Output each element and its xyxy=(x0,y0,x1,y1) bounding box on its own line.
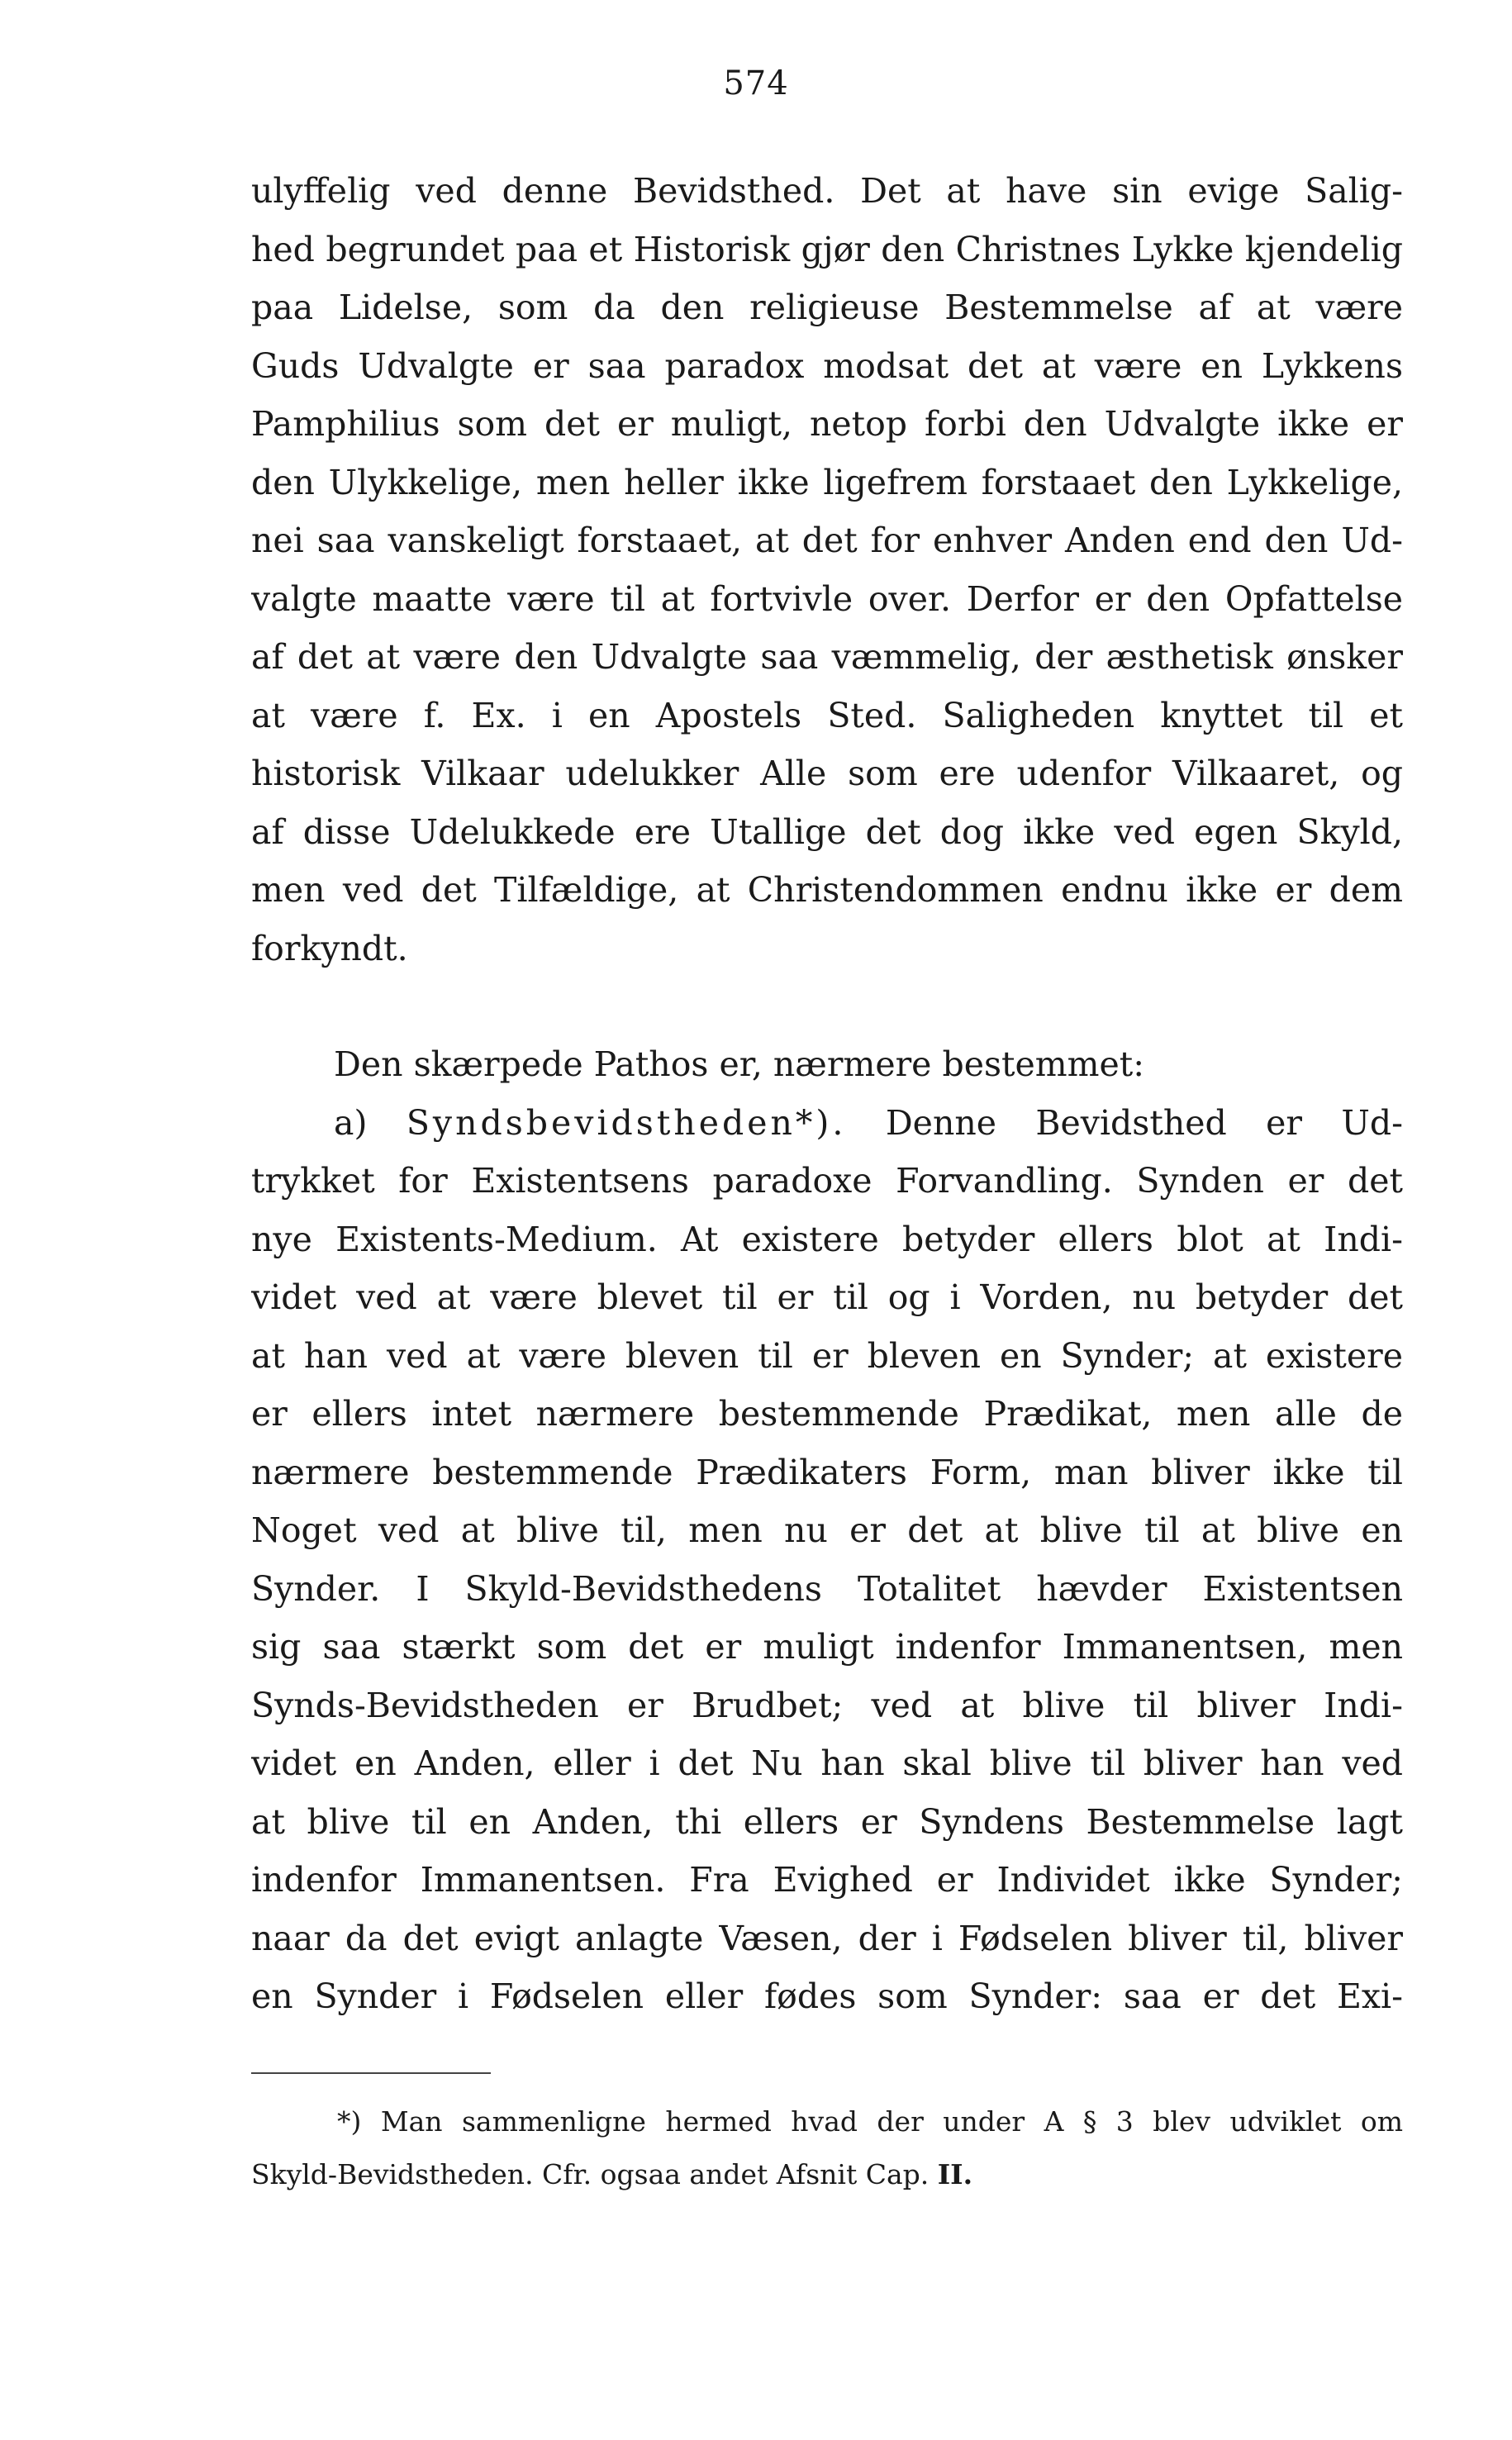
text-line: men ved det Tilfældige, at Christendommen endnu ikke er dem xyxy=(251,870,1403,910)
text-line: Noget ved at blive til, men nu er det at blive til at blive en xyxy=(251,1510,1403,1550)
body-text xyxy=(251,162,1403,2026)
text-line: videt ved at være blevet til er til og i Vorden, nu betyder det xyxy=(251,1277,1403,1317)
footnote-text: Man sammenligne hermed hvad der under A § 3 blev udviklet om xyxy=(380,2105,1403,2138)
text-line: indenfor Immanentsen. Fra Evighed er Individet ikke Synder; xyxy=(251,1860,1403,1900)
text-line: naar da det evigt anlagte Væsen, der i Fødselen bliver til, bliver xyxy=(251,1918,1403,1958)
footnote-divider xyxy=(251,2072,491,2074)
text-line: nei saa vanskeligt forstaaet, at det for enhver Anden end den Ud- xyxy=(251,521,1403,560)
paragraph-gap xyxy=(251,977,1403,1035)
footnote xyxy=(251,2095,1403,2201)
text-line: den Ulykkelige, men heller ikke ligefrem forstaaet den Lykkelige, xyxy=(251,462,1403,502)
footnote-text: Skyld-Bevidstheden. Cfr. ogsaa andet Afsnit Cap. xyxy=(251,2158,930,2190)
footnote-line xyxy=(251,2095,1403,2148)
text-line: trykket for Existentsens paradoxe Forvandling. Synden er det xyxy=(251,1161,1403,1201)
text-line: ulyffelig ved denne Bevidsthed. Det at have sin evige Salig- xyxy=(251,171,1403,211)
text-line: af disse Udelukkede ere Utallige det dog ikke ved egen Skyld, xyxy=(251,811,1403,852)
text-line: forkyndt. xyxy=(251,928,408,968)
footnote-line xyxy=(251,2148,1403,2201)
text-line: videt en Anden, eller i det Nu han skal blive til bliver han ved xyxy=(251,1743,1403,1783)
text-line: valgte maatte være til at fortvivle over. Derfor er den Opfattelse xyxy=(251,578,1403,619)
text-line: at blive til en Anden, thi ellers er Syndens Bestemmelse lagt xyxy=(251,1801,1403,1842)
section-a-first-line-text: Denne Bevidsthed er Ud- xyxy=(885,1102,1403,1143)
footnote-marker: *) xyxy=(337,2105,362,2138)
text-line: sig saa stærkt som det er muligt indenfor Immanentsen, men xyxy=(251,1627,1403,1667)
page-number: 574 xyxy=(723,64,789,102)
text-line: at han ved at være bleven til er bleven en Synder; at existere xyxy=(251,1335,1403,1376)
text-line: Pamphilius som det er muligt, netop forbi den Udvalgte ikke er xyxy=(251,404,1403,444)
text-line: nærmere bestemmende Prædikaters Form, man bliver ikke til xyxy=(251,1452,1403,1492)
text-line: at være f. Ex. i en Apostels Sted. Saligheden knyttet til et xyxy=(251,695,1403,735)
text-line: paa Lidelse, som da den religieuse Bestemmelse af at være xyxy=(251,288,1403,327)
text-line: historisk Vilkaar udelukker Alle som ere udenfor Vilkaaret, og xyxy=(251,754,1403,793)
text-line: er ellers intet nærmere bestemmende Prædikat, men alle de xyxy=(251,1394,1403,1434)
section-a-first-line xyxy=(251,1094,1403,1153)
section-a-label: a) xyxy=(334,1102,368,1143)
text-line: Synder. I Skyld-Bevidsthedens Totalitet hævder Existentsen xyxy=(251,1568,1403,1609)
text-line: Guds Udvalgte er saa paradox modsat det at være en Lykkens xyxy=(251,345,1403,386)
text-line: nye Existents-Medium. At existere betyder ellers blot at Indi- xyxy=(251,1219,1403,1259)
footnote-chapter-number: II. xyxy=(937,2158,973,2190)
text-line: hed begrundet paa et Historisk gjør den Christnes Lykke kjendelig xyxy=(251,229,1403,269)
section-heading: Den skærpede Pathos er, nærmere bestemmet: xyxy=(334,1044,1145,1084)
text-line: en Synder i Fødselen eller fødes som Synder: saa er det Exi- xyxy=(251,1976,1403,2016)
section-a-title: Syndsbevidstheden*). xyxy=(406,1102,847,1143)
text-line: af det at være den Udvalgte saa væmmelig, der æsthetisk ønsker xyxy=(251,637,1403,677)
text-line: Synds-Bevidstheden er Brudbet; ved at blive til bliver Indi- xyxy=(251,1685,1403,1725)
